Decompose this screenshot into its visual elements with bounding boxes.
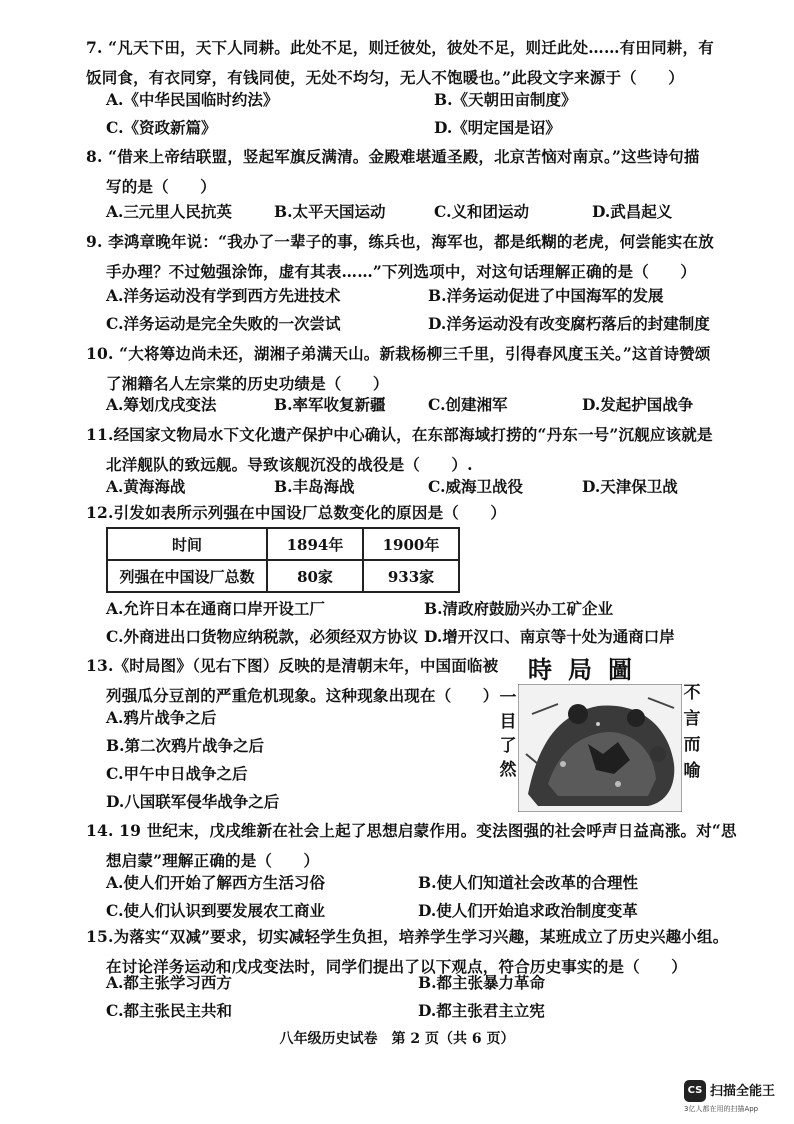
- question-14-line2: 想启蒙”理解正确的是（ ）: [106, 851, 320, 870]
- option-b: B.《天朝田亩制度》: [434, 90, 577, 109]
- question-11: [86, 420, 736, 480]
- option-b: B.丰岛海战: [274, 477, 355, 496]
- option-d: D.武昌起义: [592, 202, 673, 221]
- option-c: C.都主张民主共和: [106, 1001, 232, 1020]
- option-a: A.允许日本在通商口岸开设工厂: [106, 599, 325, 618]
- table-cell: 列强在中国设厂总数: [107, 560, 267, 592]
- option-d: D.增开汉口、南京等十处为通商口岸: [424, 627, 675, 646]
- option-d: D.使人们开始追求政治制度变革: [418, 901, 638, 920]
- cartoon-left-caption: 一目了然: [499, 688, 517, 780]
- option-b: B.都主张暴力革命: [418, 973, 545, 992]
- option-b: B.清政府鼓励兴办工矿企业: [424, 599, 613, 618]
- camscanner-watermark: [684, 1078, 784, 1114]
- question-12: [86, 498, 736, 528]
- option-c: C.甲午中日战争之后: [106, 764, 248, 783]
- question-13-line2: 列强瓜分豆剖的严重危机现象。这种现象出现在（ ）: [106, 686, 499, 705]
- question-14-line1: 14. 19 世纪末，戊戌维新在社会上起了思想启蒙作用。变法图强的社会呼声日益高涨。对“思: [86, 821, 737, 840]
- option-d: D.发起护国战争: [582, 395, 694, 414]
- question-7: [86, 33, 736, 93]
- option-a: A.三元里人民抗英: [106, 202, 232, 221]
- factory-count-table: [106, 527, 460, 593]
- option-a: A.黄海海战: [106, 477, 186, 496]
- question-15-line2: 在讨论洋务运动和戊戌变法时，同学们提出了以下观点，符合历史事实的是（ ）: [106, 957, 687, 976]
- question-11-line1: 11.经国家文物局水下文化遗产保护中心确认，在东部海域打捞的“丹东一号”沉舰应该就是: [86, 425, 713, 444]
- option-b: B.使人们知道社会改革的合理性: [418, 873, 638, 892]
- cartoon-right-caption: 不言而喻: [683, 683, 701, 781]
- camscanner-logo-icon: CS: [684, 1080, 706, 1102]
- option-c: C.外商进出口货物应纳税款，必须经双方协议: [106, 627, 418, 646]
- question-8-line1: 8. “借来上帝结联盟，竖起军旗反满清。金殿难堪遁圣殿，北京苦恼对南京。”这些诗句描: [86, 147, 700, 166]
- table-row: [107, 528, 459, 560]
- camscanner-title: 扫描全能王: [710, 1084, 776, 1099]
- question-11-line2: 北洋舰队的致远舰。导致该舰沉没的战役是（ ）.: [106, 455, 473, 474]
- camscanner-subtitle: 3亿人都在用的扫描App: [684, 1105, 759, 1113]
- option-d: D.八国联军侵华战争之后: [106, 792, 280, 811]
- table-row: [107, 560, 459, 592]
- option-b: B.率军收复新疆: [274, 395, 386, 414]
- table-cell: 时间: [107, 528, 267, 560]
- question-12-line1: 12.引发如表所示列强在中国设厂总数变化的原因是（ ）: [86, 503, 507, 522]
- page-footer: 八年级历史试卷 第 2 页（共 6 页）: [279, 1031, 515, 1047]
- option-a: A.洋务运动没有学到西方先进技术: [106, 286, 341, 305]
- table-cell: 1894年: [267, 528, 363, 560]
- option-c: C.创建湘军: [428, 395, 508, 414]
- option-d: D.洋务运动没有改变腐朽落后的封建制度: [428, 314, 710, 333]
- shiju-tu-cartoon: [498, 650, 704, 815]
- option-c: C.使人们认识到要发展农工商业: [106, 901, 325, 920]
- table-cell: 933家: [363, 560, 459, 592]
- question-14: [86, 816, 736, 876]
- option-a: A.筹划戊戌变法: [106, 395, 217, 414]
- question-13-line1: 13.《时局图》（见右下图）反映的是清朝末年，中国面临被: [86, 656, 499, 675]
- option-b: B.太平天国运动: [274, 202, 386, 221]
- option-c: C.义和团运动: [434, 202, 529, 221]
- option-a: A.使人们开始了解西方生活习俗: [106, 873, 325, 892]
- option-d: D.天津保卫战: [582, 477, 678, 496]
- option-c: C.《资政新篇》: [106, 118, 217, 137]
- question-8-line2: 写的是（ ）: [106, 177, 216, 196]
- table-cell: 80家: [267, 560, 363, 592]
- option-d: D.《明定国是诏》: [434, 118, 561, 137]
- question-7-line1: 7. “凡天下田，天下人同耕。此处不足，则迁彼处，彼处不足，则迁此处……有田同耕，有: [86, 38, 714, 57]
- table-cell: 1900年: [363, 528, 459, 560]
- question-13: [86, 651, 499, 711]
- option-a: A.都主张学习西方: [106, 973, 232, 992]
- question-9-line2: 手办理？不过勉强涂饰，虚有其表……”下列选项中，对这句话理解正确的是（ ）: [106, 262, 697, 281]
- option-d: D.都主张君主立宪: [418, 1001, 545, 1020]
- question-15-line1: 15.为落实“双减”要求，切实减轻学生负担，培养学生学习兴趣，某班成立了历史兴趣小组。: [86, 927, 729, 946]
- option-c: C.洋务运动是完全失败的一次尝试: [106, 314, 341, 333]
- option-b: B.洋务运动促进了中国海军的发展: [428, 286, 664, 305]
- option-a: A.《中华民国临时约法》: [106, 90, 279, 109]
- question-10-line2: 了湘籍名人左宗棠的历史功绩是（ ）: [106, 374, 389, 393]
- question-10-line1: 10. “大将筹边尚未还，湖湘子弟满天山。新栽杨柳三千里，引得春风度玉关。”这首诗赞颂: [86, 344, 711, 363]
- cartoon-title: 時局圖: [528, 655, 648, 684]
- option-c: C.威海卫战役: [428, 477, 523, 496]
- question-9-line1: 9. 李鸿章晚年说：“我办了一辈子的事，练兵也，海军也，都是纸糊的老虎，何尝能实在放: [86, 232, 714, 251]
- cartoon-illustration: [518, 684, 682, 812]
- question-9: [86, 227, 736, 287]
- question-7-line2: 饭同食，有衣同穿，有钱同使，无处不均匀，无人不饱暖也。”此段文字来源于（ ）: [86, 68, 684, 87]
- option-b: B.第二次鸦片战争之后: [106, 736, 264, 755]
- question-8: [86, 142, 736, 202]
- option-a: A.鸦片战争之后: [106, 708, 217, 727]
